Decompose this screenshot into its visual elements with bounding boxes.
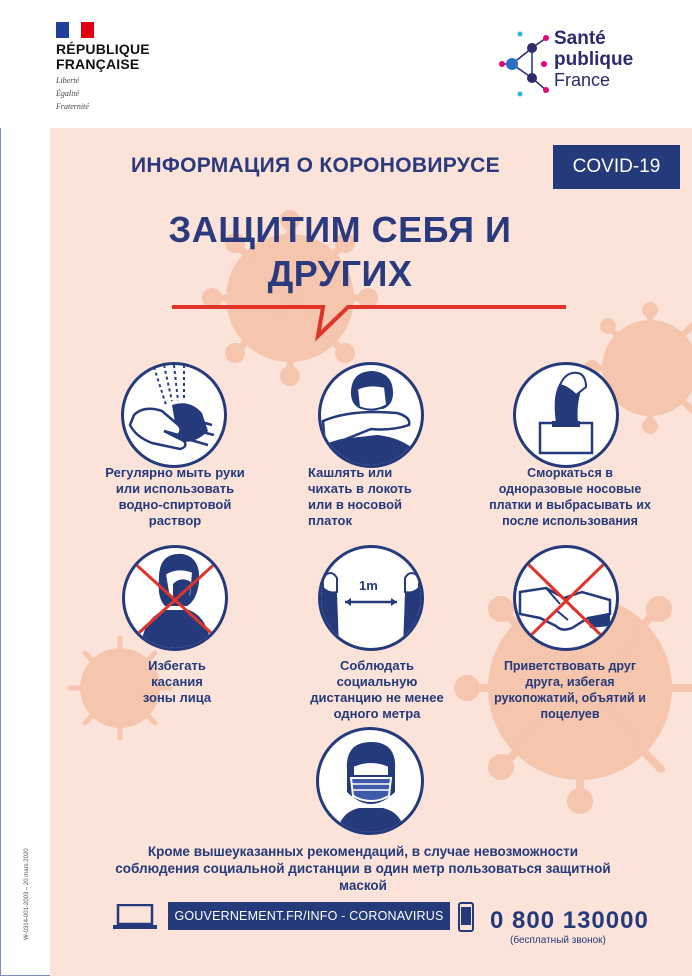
tip-3-line-3: платки и выбрасывать их <box>489 498 651 512</box>
info-title: ИНФОРМАЦИЯ О КОРОНОВИРУСЕ <box>131 154 500 177</box>
distance-label: 1m <box>359 578 378 593</box>
header <box>0 0 692 128</box>
tip-4-line-3: зоны лица <box>142 690 212 705</box>
tip-1-line-3: водно-спиртовой <box>118 497 232 512</box>
tip-1-line-4: раствор <box>148 513 202 528</box>
mask-line-2: соблюдения социальной дистанции в один метр пользоваться защитной <box>115 861 611 876</box>
rf-motto-1: Liberté <box>56 76 80 85</box>
main-title-line2: ДРУГИХ <box>267 253 413 294</box>
tip-5-line-2: социальную <box>336 674 418 689</box>
tip-5-line-3: дистанцию не менее <box>310 690 444 705</box>
tip-4-line-2: касания <box>151 674 203 689</box>
main-title <box>140 208 540 296</box>
rf-motto-3: Fraternité <box>56 102 89 111</box>
laptop-icon <box>112 904 158 930</box>
republique-francaise-logo <box>56 22 150 111</box>
no-face-touch-icon <box>122 545 228 651</box>
tip-3-line-2: одноразовые носовые <box>498 482 642 496</box>
tip-5-caption <box>304 658 450 722</box>
mask-line-3: маской <box>339 878 387 893</box>
cough-elbow-icon <box>318 362 424 468</box>
tip-3-line-4: после использования <box>502 514 638 528</box>
tip-5-line-1: Соблюдать <box>339 658 415 673</box>
molecule-icon <box>498 26 554 102</box>
tip-2-caption <box>308 465 434 529</box>
tip-6-line-3: рукопожатий, объятий и <box>494 691 646 705</box>
spf-word-2: publique <box>554 49 634 70</box>
rf-title-line2: FRANÇAISE <box>56 56 140 72</box>
face-mask-icon <box>316 727 424 835</box>
social-distance-icon <box>318 545 424 651</box>
spf-word-3: France <box>554 70 611 90</box>
french-flag-icon <box>56 22 94 38</box>
tip-3-caption <box>480 465 660 529</box>
tip-6-line-4: поцелуев <box>540 707 600 721</box>
tip-5-line-4: одного метра <box>333 706 421 721</box>
spf-word-1: Santé <box>554 28 606 49</box>
main-title-line1: ЗАЩИТИМ СЕБЯ И <box>168 209 512 250</box>
smartphone-icon <box>458 902 474 932</box>
hotline-note: (бесплатный звонок) <box>510 935 606 946</box>
tip-6-caption <box>484 658 656 722</box>
document-reference: W-0314-001-2003 – 20 mars 2020 <box>24 848 30 940</box>
gov-info-link[interactable]: GOUVERNEMENT.FR/INFO - CORONAVIRUS <box>168 902 450 930</box>
rf-motto-2: Égalité <box>56 89 80 98</box>
tip-2-line-3: или в носовой <box>308 497 403 512</box>
tip-2-line-4: платок <box>308 513 352 528</box>
hotline-number[interactable]: 0 800 130000 <box>490 907 649 934</box>
mask-recommendation <box>98 843 628 894</box>
mask-line-1: Кроме вышеуказанных рекомендаций, в случае невозможности <box>147 844 579 859</box>
tip-4-caption <box>125 658 229 706</box>
tip-2-line-1: Кашлять или <box>308 465 393 480</box>
spf-wordmark <box>554 28 633 91</box>
tip-6-line-2: друга, избегая <box>525 675 615 689</box>
tip-4-line-1: Избегать <box>148 658 206 673</box>
tip-1-caption <box>94 465 256 529</box>
tip-2-line-2: чихать в локоть <box>308 481 412 496</box>
tip-1-line-1: Регулярно мыть руки <box>105 465 245 480</box>
no-handshake-icon <box>513 545 619 651</box>
sante-publique-france-logo <box>498 26 648 102</box>
tip-1-line-2: или использовать <box>115 481 235 496</box>
tip-3-line-1: Сморкаться в <box>527 466 613 480</box>
rf-title-line1: RÉPUBLIQUE <box>56 41 150 57</box>
tissue-box-icon <box>513 362 619 468</box>
hand-washing-icon <box>121 362 227 468</box>
covid-badge: COVID-19 <box>553 145 680 189</box>
tip-6-line-1: Приветствовать друг <box>503 659 637 673</box>
